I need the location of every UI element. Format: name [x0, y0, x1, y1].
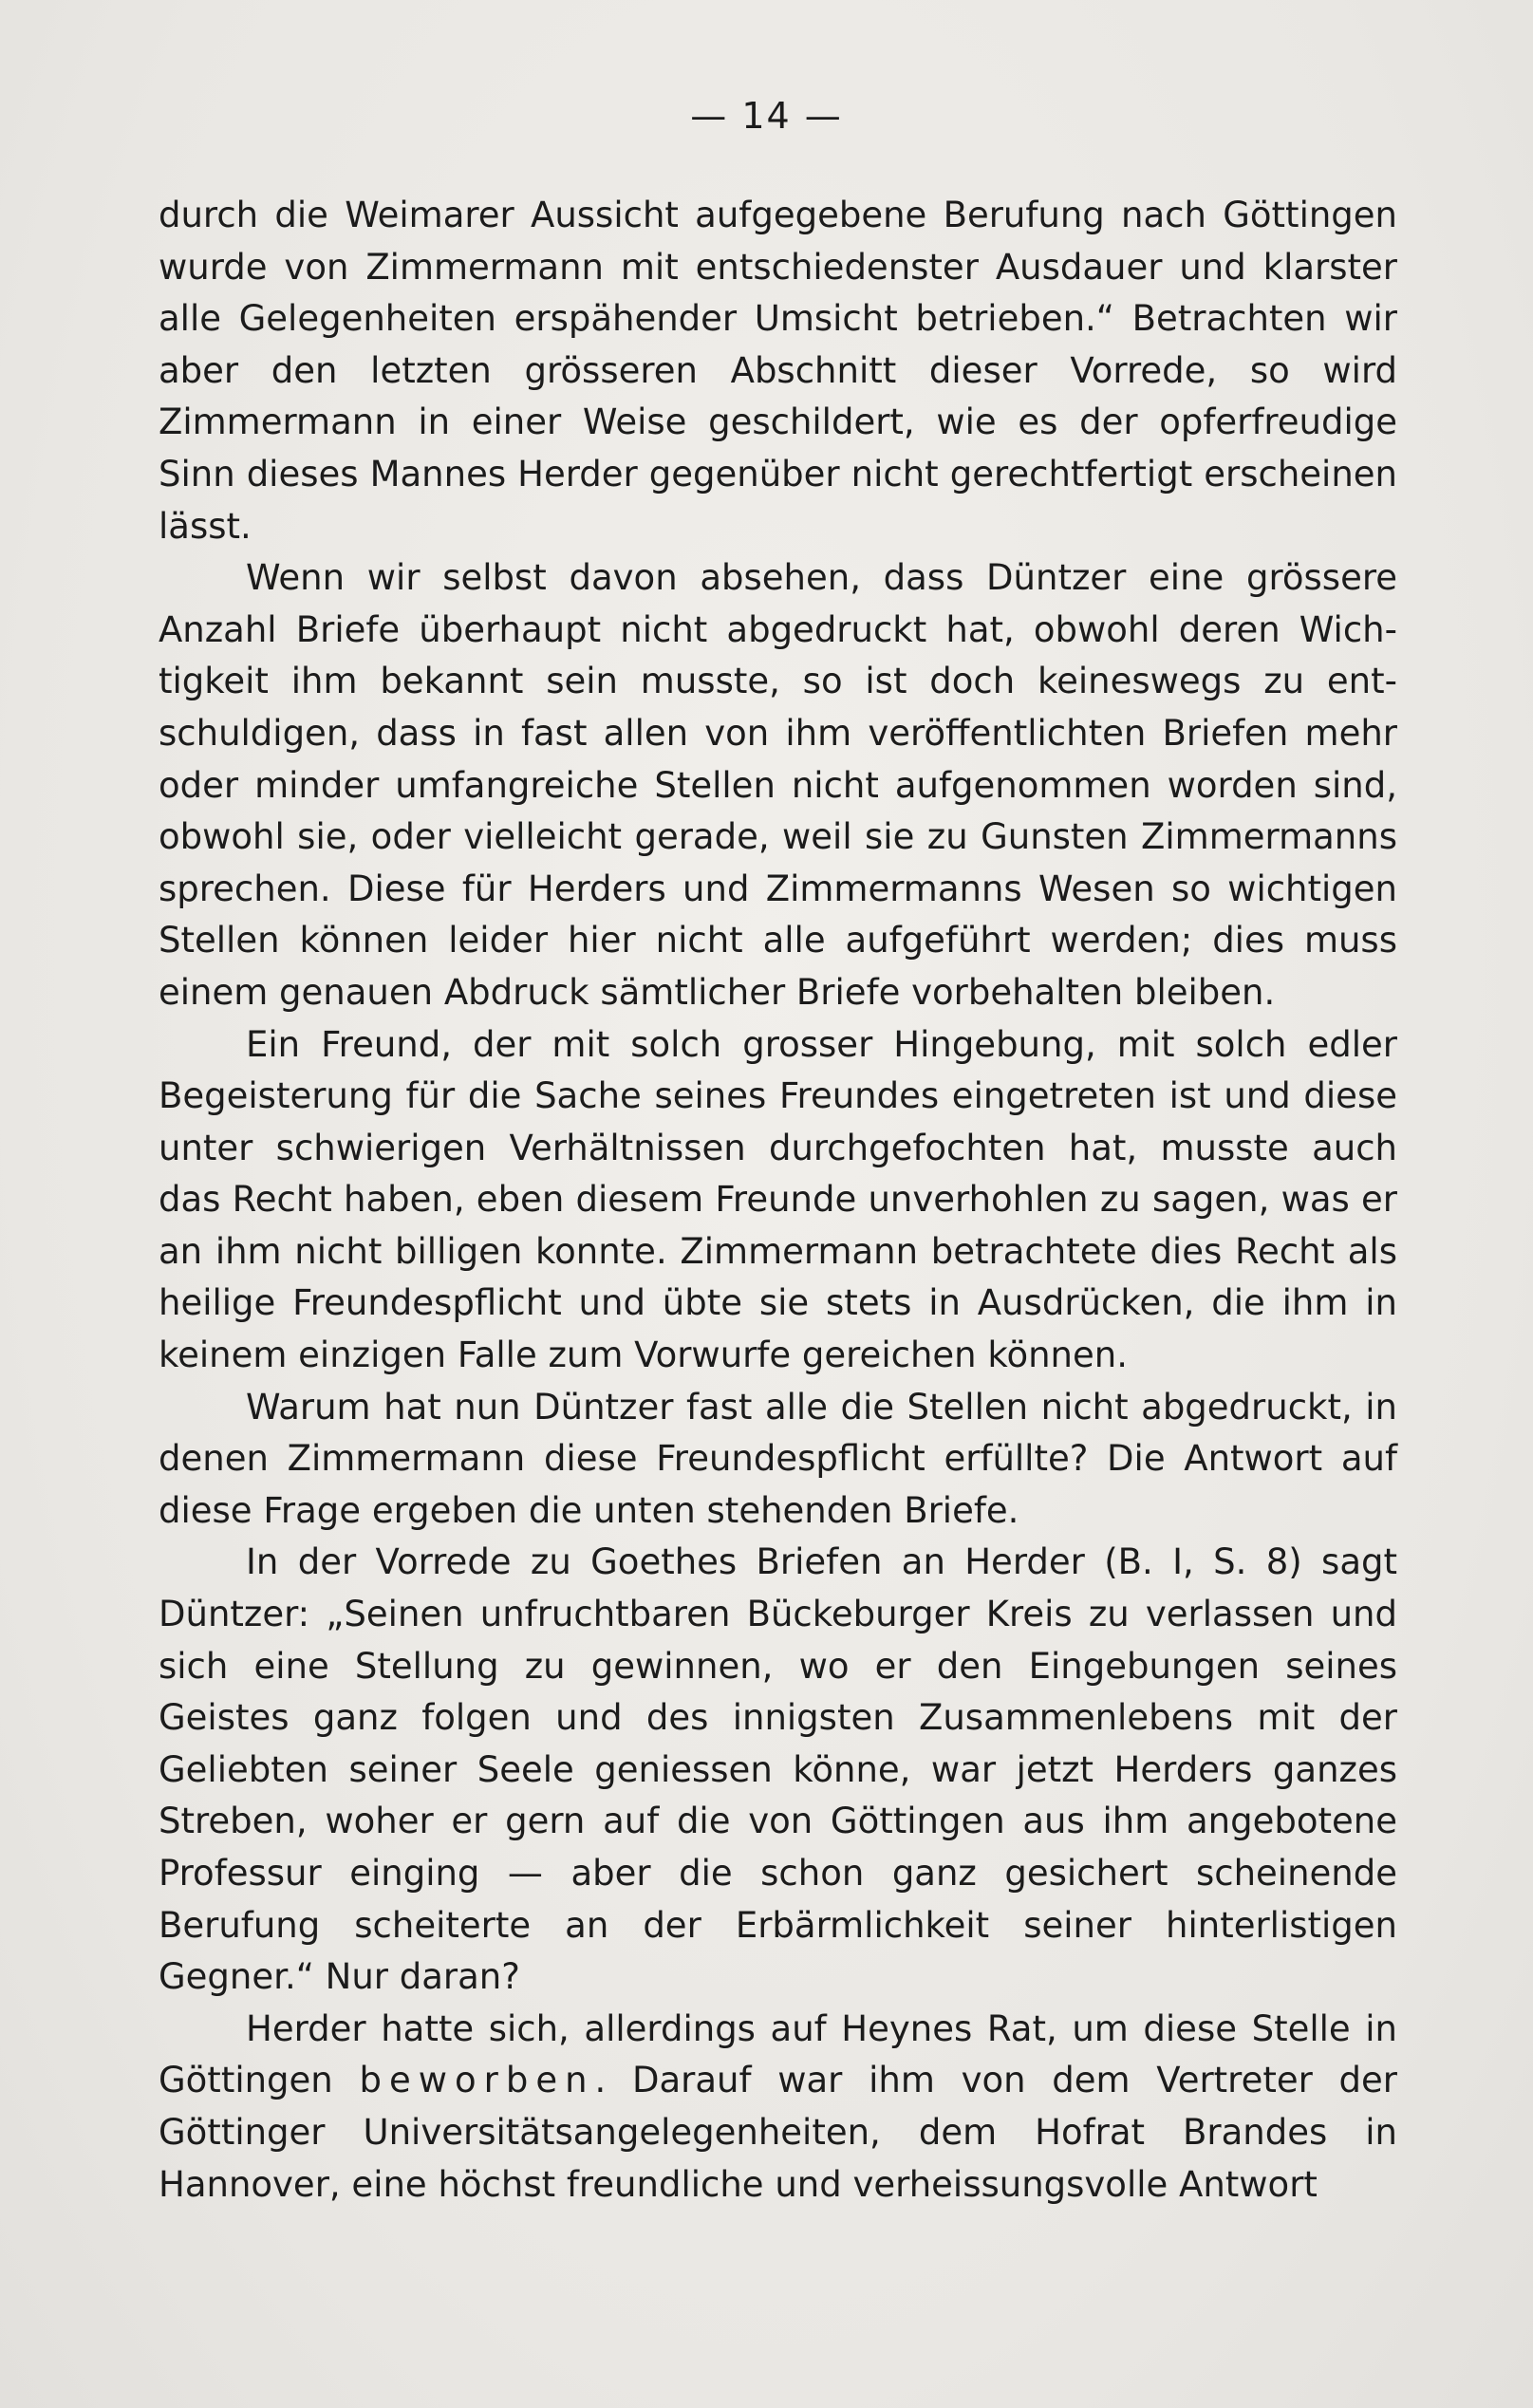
paragraph-4: Warum hat nun Düntzer fast alle die Stellen nicht abgedruckt, in denen Zimmermann diese Freundespflicht erfüllte? Die Antwort auf diese Frage ergeben die unten stehenden Briefe.	[159, 1386, 1397, 1531]
paragraph-6	[159, 2004, 1397, 2211]
paragraph-6-text-after: . Darauf war ihm von dem Vertreter der Göttinger Universitätsangelegenheiten, dem Hofrat Brandes in Hannover, eine höchst freundliche und verheissungsvolle Antwort	[159, 2060, 1398, 2205]
paragraph-5: In der Vorrede zu Goethes Briefen an Herder (B. I, S. 8) sagt Düntzer: „Seinen unfruchtbaren Bückeburger Kreis zu verlassen und sich eine Stellung zu gewinnen, wo er den Eingebungen seines Geistes ganz folgen und des innigsten Zusammenlebens mit der Geliebten seiner Seele geniessen könne, war jetzt Herders ganzes Streben, woher er gern auf die von Göttingen aus ihm angebotene Professur einging — aber die schon ganz gesichert scheinende Berufung scheiterte an der Erbärmlichkeit seiner hinterlistigen Gegner.“ Nur daran?	[159, 1541, 1397, 1998]
page-number: — 14 —	[690, 95, 843, 137]
paragraph-1: durch die Weimarer Aussicht aufgegebene Berufung nach Göttingen wurde von Zimmermann mit entschiedenster Ausdauer und klarster alle Gelegenheiten erspähender Umsicht betrieben.“ Betrachten wir aber den letzten grösseren Abschnitt dieser Vorrede, so wird Zimmermann in einer Weise geschildert, wie es der opferfreudige Sinn dieses Mannes Herder gegenüber nicht gerechtfertigt erscheinen lässt.	[159, 195, 1397, 547]
paragraph-6-spaced-word: beworben	[359, 2060, 595, 2101]
body-text	[159, 190, 1397, 2211]
paragraph-2: Wenn wir selbst davon absehen, dass Düntzer eine grössere Anzahl Briefe überhaupt nicht abgedruckt hat, obwohl deren Wichtigkeit ihm bekannt sein musste, so ist doch keineswegs zu entschuldigen, dass in fast allen von ihm veröffentlichten Briefen mehr oder minder umfangreiche Stellen nicht aufgenommen worden sind, obwohl sie, oder vielleicht gerade, weil sie zu Gunsten Zimmermanns sprechen. Diese für Herders und Zimmermanns Wesen so wichtigen Stellen können leider hier nicht alle aufgeführt werden; dies muss einem genauen Abdruck sämtlicher Briefe vorbehalten bleiben.	[159, 557, 1397, 1013]
paragraph-3: Ein Freund, der mit solch grosser Hingebung, mit solch edler Begeisterung für die Sache seines Freundes eingetreten ist und diese unter schwierigen Verhältnissen durchgefochten hat, musste auch das Recht haben, eben diesem Freunde unverhohlen zu sagen, was er an ihm nicht billigen konnte. Zimmermann betrachtete dies Recht als heilige Freundespflicht und übte sie stets in Ausdrücken, die ihm in keinem einzigen Falle zum Vorwurfe gereichen können.	[159, 1023, 1397, 1376]
paragraph-6-text-before: Herder hatte sich, allerdings auf Heynes Rat, um diese Stelle in Göttingen	[159, 2007, 1397, 2101]
